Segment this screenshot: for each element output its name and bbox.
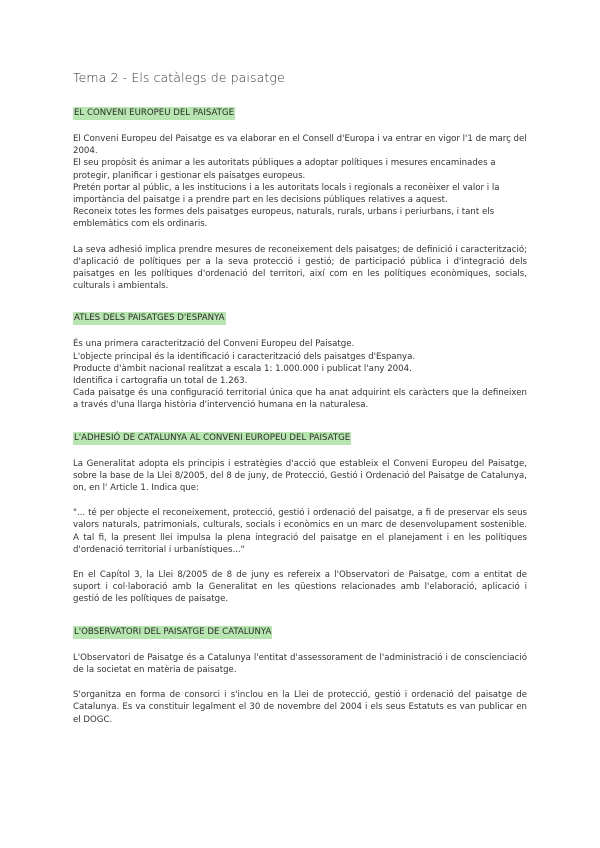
paragraph: És una primera caracterització del Conveni Europeu del Paisatge. [73,339,355,350]
section-heading: EL CONVENI EUROPEU DEL PAISATGE [74,108,235,118]
paragraph: En el Capítol 3, la Llei 8/2005 de 8 de juny es refereix a l'Observatori de Paisatge, com a entitat de suport i col·laboració amb la Generalitat en les qüestions relacionades amb l'elaboració, aplicació i gestió de les polítiques de paisatge. [73,570,527,605]
paragraph: S'organitza en forma de consorci i s'inclou en la Llei de protecció, gestió i ordenació del paisatge de Catalunya. Es va constituir legalment el 30 de novembre del 2004 i els seus Estatuts es van publicar en el DOGC. [73,690,527,725]
paragraph: El Conveni Europeu del Paisatge es va elaborar en el Consell d'Europa i va entrar en vigor l'1 de març del 2004. [73,134,527,157]
paragraph: Reconeix totes les formes dels paisatges europeus, naturals, rurals, urbans i periurbans, i tant els emblemàtics com els ordinaris. [73,207,495,230]
paragraph-group [73,338,527,411]
paragraph: El seu propòsit és animar a les autoritats públiques a adoptar polítiques i mesures encaminades a protegir, planificar i gestionar els paisatges europeus. [73,158,496,181]
section-heading: L'ADHESIÓ DE CATALUNYA AL CONVENI EUROPEU DEL PAISATGE [74,432,351,443]
paragraph: Identifica i cartografia un total de 1.263. [73,376,248,387]
paragraph-group [73,133,527,231]
paragraph: Cada paisatge és una configuració territorial única que ha anat adquirint els caràcters que la defineixen a través d'una llarga història d'intervenció humana en la naturalesa. [73,388,527,411]
paragraph: La seva adhesió implica prendre mesures de reconeixement dels paisatges; de definició i caracterització; d'aplicació de polítiques per a la seva protecció i gestió; de participació pública i d'integració dels paisatges en les polítiques d'ordenació del territori, així com en les polítiques econòmiques, socials, culturals i ambientals. [73,244,527,292]
section-observatori-paisatge [73,619,527,726]
paragraph: L'objecte principal és la identificació i caracterització dels paisatges d'Espanya. [73,351,416,362]
section-atles-paisatges [73,305,527,411]
paragraph: L'Observatori de Paisatge és a Catalunya l'entitat d'assessorament de l'administració i de conscienciació de la societat en matèria de paisatge. [73,652,527,675]
section-conveni-europeu [73,100,527,292]
section-heading: ATLES DELS PAISATGES D'ESPANYA [74,313,225,324]
paragraph: Pretén portar al públic, a les institucions i a les autoritats locals i regionals a reconèixer el valor i la importància del paisatge i a prendre part en les decisions públiques relatives a aquest. [73,182,500,206]
section-heading: L'OBSERVATORI DEL PAISATGE DE CATALUNYA [74,626,272,637]
paragraph: La Generalitat adopta els principis i estratègies d'acció que estableix el Conveni Europeu del Paisatge, sobre la base de la Llei 8/2005, del 8 de juny, de Protecció, Gestió i Ordenació del Paisatge de Catalunya, on, en l' Article 1. Indica que: [73,458,527,494]
paragraph: Producte d'àmbit nacional realitzat a escala 1: 1.000.000 i publicat l'any 2004. [73,363,412,374]
section-adhesio-catalunya [73,425,527,606]
quote-paragraph: "... té per objecte el reconeixement, protecció, gestió i ordenació del paisatge, a fi de preservar els seus valors naturals, patrimonials, culturals, socials i econòmics en un marc de desenvolupament sostenible. A tal fi, la present llei impulsa la plena integració del paisatge en el planejament i en les polítiques d'ordenació territorial i urbanístiques..." [73,508,527,555]
document-title: Tema 2 - Els catàlegs de paisatge [73,70,285,85]
